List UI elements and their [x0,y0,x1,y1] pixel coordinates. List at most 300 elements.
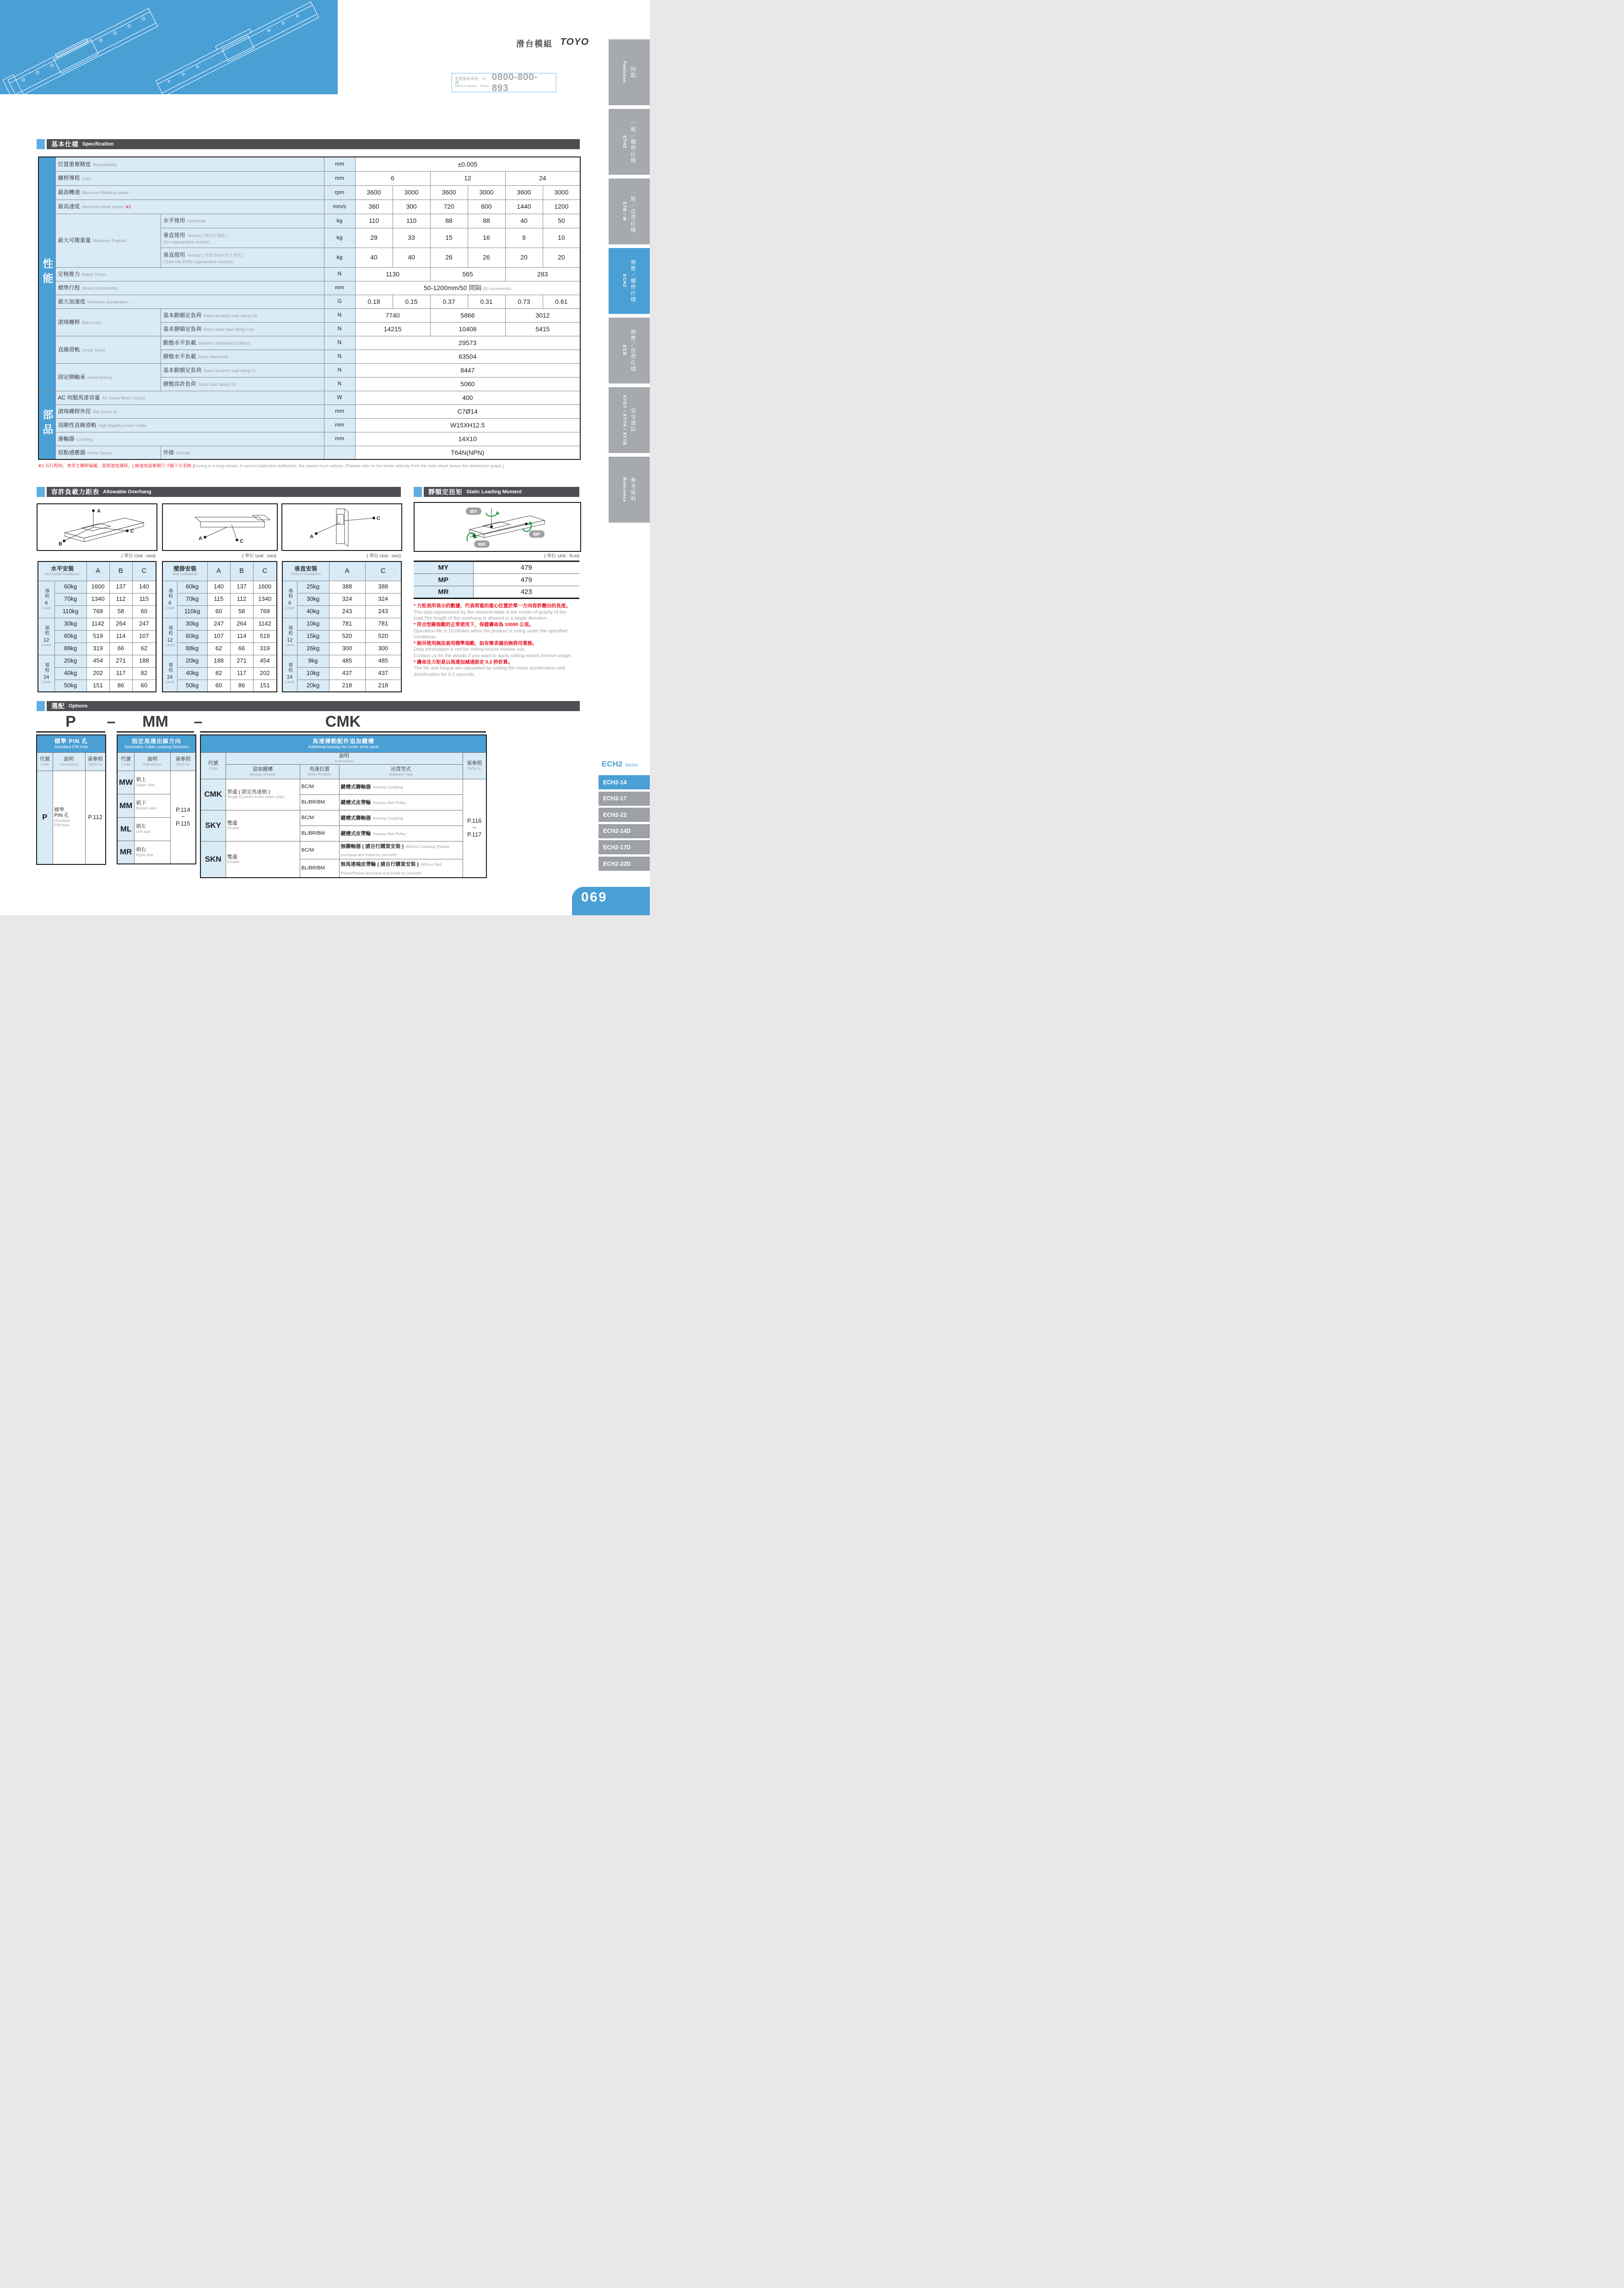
tab-label-en: ECB [622,345,627,356]
spec-unit: kg [324,228,355,248]
section-accent-square [414,487,422,497]
series-name: ECH2 [602,760,623,768]
moment-note: * 力矩表所表示的數據，代表荷重的重心位置於單一方向容許懸出的長度。 The data represented by the moment table is the center of gravity of the load.The length of the overhang is allowed in a single direction. [414,603,571,621]
overhang-value: 58 [109,605,132,618]
column-header: 需參照 Refer to [171,752,196,771]
overhang-title-zh: 容許負載力距表 [51,488,99,496]
point-label-a: A [97,508,101,514]
spec-value: W15XH12.5 [355,418,580,432]
sidebar-tab-etb-m [609,178,650,244]
spec-value: 3000 [468,185,505,200]
option-table-title: 指定馬達出線方向 Selectable Cable Leading Direction [117,735,196,752]
sample-code-dash: – [194,713,203,730]
spec-row-label: 最大可搬重量 Maximum Payload [55,214,161,267]
catalog-page [0,0,650,915]
payload-cell: 70kg [54,593,86,605]
spec-unit: mm [324,281,355,295]
shipment-type: 無馬達端皮帶輪 ( 請自行購買安裝 ) Without Belt Pulley(Please purchase and install by yourself) [339,859,463,878]
spec-value: 50 [543,214,580,228]
tab-label-en: ETB / M [622,202,627,221]
spec-title-en: Specification [82,141,114,147]
shipment-type: 鍵槽式皮帶輪 Keyway Belt Pulley [339,794,463,810]
tab-label-zh: 一般／螺桿仕樣 [630,120,636,164]
keyway-groove: 單邊 ( 限定馬達側 ) Single (Limited to the motor side) [226,779,300,810]
overhang-value: 519 [86,630,109,642]
payload-cell: 20kg [297,680,329,692]
series-item-ech2-14d: ECH2-14D [599,824,650,838]
spec-row-label: 固定側軸承 Fixed bearing [55,363,161,391]
overhang-value: 1142 [253,618,277,630]
overhang-table-title: 水平安裝 Horizontal Installation [38,561,86,581]
brand-logo: TOYO [560,37,589,47]
spec-value: 63504 [355,350,580,363]
overhang-value: 1340 [253,593,277,605]
section-bar-specification [37,139,580,149]
spec-value: 110 [393,214,430,228]
spec-value: 88 [468,214,505,228]
linear-actuator-line-art [0,0,338,94]
overhang-value: 485 [329,655,365,667]
spec-value: 10408 [430,322,505,336]
sidebar-tab-features [609,39,650,105]
section-accent-square [37,701,45,711]
overhang-value: 1142 [86,618,109,630]
option-code: MM [117,794,135,817]
overhang-value: 58 [230,605,253,618]
spec-value: 33 [393,228,430,248]
spec-unit: mm [324,418,355,432]
overhang-value: 264 [109,618,132,630]
motor-position: BC/M [300,779,339,794]
spec-value: 3000 [543,185,580,200]
spec-row-label: AC 伺服馬達容量 AC Servo Motor Output [55,391,324,405]
payload-cell: 25kg [297,581,329,593]
spec-value: 88 [430,214,468,228]
overhang-value: 300 [365,642,401,655]
overhang-value: 218 [329,680,365,692]
moment-note: * 倒吊使用無法套用標準規範，如有需求請洽詢我司業務。 Data information is not for ceiling-mount inverse use. Contact us for the details if you want to apply ceiling-mount inverse usage. [414,640,572,659]
static-moment-notes [414,603,579,678]
overhang-diagram-wall [162,503,278,551]
section-bar-overhang [37,487,401,497]
payload-cell: 20kg [54,655,86,667]
overhang-value: 247 [132,618,156,630]
overhang-value: 62 [132,642,156,655]
col-header-A: A [207,561,230,581]
overhang-value: 202 [253,667,277,680]
options-title-en: Options [69,703,88,709]
overhang-value: 271 [109,655,132,667]
overhang-value: 66 [109,642,132,655]
spec-row-label: 滾珠螺桿外徑 Ball Screw Ø [55,405,324,418]
overhang-value: 520 [329,630,365,642]
spec-value: 24 [505,171,580,185]
spec-value: 40 [505,214,543,228]
spec-value: 5415 [505,322,580,336]
tab-label-zh: 一般／皮帶仕樣 [630,189,636,233]
col-header-C: C [132,561,156,581]
col-header-C: C [253,561,277,581]
point-label-c: C [240,539,243,544]
overhang-value: 388 [329,581,365,593]
column-header: 需參照 Refer to [85,752,106,771]
spec-value: 360 [355,200,393,214]
spec-value: 5866 [430,308,505,322]
payload-cell: 40kg [177,667,207,680]
spec-row-label: 高剛性直線滑軌 High Rigidity Linear Guide [55,418,324,432]
overhang-value: 769 [253,605,277,618]
spec-value: 1200 [543,200,580,214]
overhang-value: 781 [365,618,401,630]
sidebar-tab-ech2 [609,248,650,314]
payload-cell: 60kg [54,630,86,642]
payload-cell: 60kg [177,581,207,593]
spec-value: 0.18 [355,295,393,308]
overhang-value: 454 [86,655,109,667]
point-label-a: A [310,534,313,540]
tab-label-zh: 無塵／螺桿仕樣 [630,259,636,303]
spec-value: T64N(NPN) [355,446,580,459]
overhang-value: 300 [329,642,365,655]
motor-position: BL/BR/BM [300,859,339,878]
unit-note-mm: ( 單位 Unit : mm) [367,554,401,559]
badge-mr: MR [478,542,486,547]
spec-title-zh: 基本仕樣 [51,140,79,148]
spec-unit: mm [324,171,355,185]
static-moment-table [414,561,579,599]
overhang-value: 107 [132,630,156,642]
overhang-value: 264 [230,618,253,630]
spec-value: 20 [543,248,580,267]
spec-value: 3000 [393,185,430,200]
section-accent-square [37,487,45,497]
payload-cell: 9kg [297,655,329,667]
spec-value: 5060 [355,377,580,391]
series-title [602,760,638,769]
option-code: MW [117,771,135,794]
motor-position: BC/M [300,810,339,826]
overhang-value: 82 [207,667,230,680]
spec-value: ±0.005 [355,157,580,171]
payload-cell: 30kg [297,593,329,605]
product-hero-image [0,0,338,94]
shipment-type: 無聯軸器 ( 請自行購買安裝 ) Without Coupling (Please purchase and install by yourself) [339,841,463,859]
lead-group-label: 導程 12 Lead [162,618,177,655]
spec-unit: mm [324,405,355,418]
payload-cell: 60kg [54,581,86,593]
series-item-ech2-17d: ECH2-17D [599,840,650,854]
column-header: 馬達位置 Motor Position [300,764,339,779]
sample-underline [36,731,105,733]
spec-unit: G [324,295,355,308]
badge-mp: MP [533,532,540,537]
overhang-value: 1600 [86,581,109,593]
moment-label: MY [414,561,473,574]
spec-value: 3600 [355,185,393,200]
spec-row-label: 螺桿導程 Lead [55,171,324,185]
spec-unit: kg [324,248,355,267]
spec-value: 1440 [505,200,543,214]
point-label-a: A [199,536,202,541]
overhang-diagram-horizontal [37,503,157,551]
column-header: 說明 Instructions [135,752,171,771]
overhang-value: 114 [109,630,132,642]
spec-unit: N [324,336,355,350]
overhang-value: 271 [230,655,253,667]
overhang-value: 86 [109,680,132,692]
overhang-value: 243 [329,605,365,618]
tab-label-en: Reference [622,477,627,502]
option-code: SKY [200,810,226,841]
spec-row-label: 靜態水平負載 Static Horizontal [161,350,324,363]
payload-cell: 110kg [177,605,207,618]
spec-row-label: 靜態容許負荷 Static load rating Cor [161,377,324,391]
overhang-value: 188 [207,655,230,667]
column-header: 代號 Code [37,752,53,771]
overhang-title-en: Allowable Overhang [103,489,151,495]
spec-row-label: 基本動額定負荷 Basic dynamic load rating Ca [161,308,324,322]
spec-value: 9 [505,228,543,248]
refer-to-page: P.116 ~ P.117 [463,779,486,878]
unit-note-mm: ( 單位 Unit : mm) [121,554,156,559]
spec-row-label: 定格推力 Rated Thrust [55,267,324,281]
lead-group-label: 導程 12 Lead [282,618,297,655]
spec-unit: mm [324,157,355,171]
spec-row-label: 標準行程 Stroke (increments) [55,281,324,295]
overhang-value: 243 [365,605,401,618]
payload-cell: 88kg [54,642,86,655]
lead-group-label: 導程 12 Lead [38,618,54,655]
moment-label: MR [414,586,473,599]
moment-value: 423 [473,586,579,599]
spec-value: 283 [505,267,580,281]
payload-cell: 30kg [177,618,207,630]
overhang-value: 1600 [253,581,277,593]
band-parts: 部品 [38,391,55,459]
column-header: 追加鍵槽 Keyway Groove [226,764,300,779]
option-table-title: 馬達傳動配件追加鍵槽 Additional keyway for motor drive parts [200,735,486,752]
overhang-value: 151 [86,680,109,692]
badge-my: MY [470,509,477,514]
overhang-value: 114 [230,630,253,642]
payload-cell: 50kg [54,680,86,692]
overhang-value: 60 [132,605,156,618]
keyway-groove: 雙邊 Double [226,810,300,841]
moment-value: 479 [473,574,579,586]
payload-cell: 60kg [177,630,207,642]
overhang-value: 62 [207,642,230,655]
option-instruction: 朝右 Right side [135,841,171,864]
overhang-value: 247 [207,618,230,630]
motor-position: BL/BR/BM [300,826,339,841]
spec-value: 400 [355,391,580,405]
spec-value: 14215 [355,322,430,336]
spec-value: 10 [543,228,580,248]
lead-group-label: 導程 24 Lead [162,655,177,692]
series-item-ech2-14: ECH2-14 [599,775,650,789]
point-label-c: C [130,529,134,534]
moment-note: * 壽命及力矩是以馬達加減速設定 0.2 秒計算。 The life and torque are calculated by setting the motor acceleration and deceleration for 0.2 seconds. [414,659,565,678]
section-bar-options [37,701,580,711]
spec-value: 565 [430,267,505,281]
option-table-title: 標準 PIN 孔 Standard PIN hole [37,735,106,752]
column-header: 出貨型式 Shipment Type [339,764,463,779]
overhang-value: 137 [230,581,253,593]
spec-value: 7740 [355,308,430,322]
spec-value: 600 [468,200,505,214]
spec-value: 8447 [355,363,580,377]
product-type-label: 滑台模組 [516,39,553,49]
shipment-type: 鍵槽式聯軸器 Keyway Coupling [339,810,463,826]
spec-footnote [38,464,580,469]
spec-row-label: 連軸器 Coupling [55,432,324,446]
col-header-A: A [329,561,365,581]
spec-value: 0.31 [468,295,505,308]
overhang-value: 117 [230,667,253,680]
spec-value: 1130 [355,267,430,281]
spec-value: 0.37 [430,295,468,308]
toll-free-number: 0800-800-893 [491,71,538,93]
overhang-value: 137 [109,581,132,593]
cable-direction-table [117,734,196,864]
overhang-value: 319 [86,642,109,655]
spec-unit: W [324,391,355,405]
payload-cell: 110kg [54,605,86,618]
overhang-value: 437 [365,667,401,680]
payload-cell: 30kg [54,618,86,630]
section-bar-static-moment [414,487,579,497]
spec-row-label: 滾珠螺桿 Ball screw [55,308,161,336]
column-header: 代號 Code [200,752,226,779]
spec-unit: N [324,377,355,391]
overhang-value: 107 [207,630,230,642]
column-header: 說明 Instructions [226,752,463,764]
refer-to-page: P.112 [85,771,106,864]
overhang-value: 66 [230,642,253,655]
spec-value: C7Ø14 [355,405,580,418]
spec-unit: kg [324,214,355,228]
pin-hole-table [36,734,106,865]
overhang-value: 202 [86,667,109,680]
overhang-value: 388 [365,581,401,593]
spec-value: 40 [393,248,430,267]
spec-value: 0.73 [505,295,543,308]
overhang-value: 218 [365,680,401,692]
keyway-table [200,734,487,878]
series-item-ech2-22d: ECH2-22D [599,857,650,871]
overhang-table-title: 垂直安裝 Vertical Installation [282,561,329,581]
spec-value: 110 [355,214,393,228]
overhang-value: 769 [86,605,109,618]
overhang-table-2 [282,561,402,692]
lead-group-label: 導程 24 Lead [282,655,297,692]
option-instruction: 標準 PIN 孔 Standard PIN hole [53,771,85,864]
sidebar-tab-ecb [609,318,650,383]
payload-cell: 70kg [177,593,207,605]
tab-label-en: Features [622,61,627,83]
point-label-c: C [377,516,380,521]
payload-cell: 40kg [54,667,86,680]
spec-unit [324,446,355,459]
unit-note-nm: ( 單位 Unit : N.m) [544,554,579,559]
spec-row-label: 原點感應器 Home Sensor [55,446,161,459]
overhang-value: 112 [109,593,132,605]
spec-value: 0.61 [543,295,580,308]
sample-underline [200,731,486,733]
option-code: CMK [200,779,226,810]
option-instruction: 朝上 Upper side [135,771,171,794]
tab-label-en: ETH2 [622,135,627,149]
spec-value: 300 [393,200,430,214]
static-moment-diagram [414,502,581,552]
refer-to-page: P.114 ~ P.115 [171,771,196,864]
col-header-B: B [230,561,253,581]
spec-row-label: 最大加速度 Maximum acceleration [55,295,324,308]
sample-underline [117,731,194,733]
column-header: 代號 Code [117,752,135,771]
spec-unit: N [324,350,355,363]
sample-code-dash: – [107,713,116,730]
spec-value: 3012 [505,308,580,322]
sidebar-tab-xygt-xyth-xytb [609,387,650,453]
col-header-A: A [86,561,109,581]
spec-unit: N [324,308,355,322]
overhang-table-title: 壁掛安裝 Wall Installation [162,561,207,581]
overhang-value: 86 [230,680,253,692]
spec-table [38,156,581,460]
spec-row-label: 直線滑軌 Linear Guide [55,336,161,363]
motor-position: BL/BR/BM [300,794,339,810]
overhang-value: 324 [329,593,365,605]
spec-row-label: 位置重複精度 Repeatability [55,157,324,171]
spec-value: 0.15 [393,295,430,308]
spec-value: 16 [468,228,505,248]
overhang-diagram-vertical [281,503,402,551]
payload-cell: 15kg [297,630,329,642]
overhang-value: 485 [365,655,401,667]
tab-label-en: ECH2 [622,274,627,288]
payload-cell: 10kg [297,667,329,680]
overhang-value: 520 [365,630,401,642]
overhang-value: 82 [132,667,156,680]
static-title-zh: 靜額定扭矩 [428,488,463,496]
series-suffix: Series [625,763,638,768]
spec-unit: mm/s [324,200,355,214]
lead-group-label: 導程 6 Lead [38,581,54,618]
overhang-value: 1340 [86,593,109,605]
toll-free-box [451,73,556,92]
band-performance: 性能 [38,157,55,391]
overhang-value: 781 [329,618,365,630]
option-instruction: 朝左 Left side [135,817,171,841]
tab-label-zh: 無塵／皮帶仕樣 [630,329,636,372]
tab-label-zh: 直交連結 [630,408,636,432]
section-accent-square [37,139,45,149]
spec-value: 26 [430,248,468,267]
payload-cell: 10kg [297,618,329,630]
sample-code-pin: P [65,713,76,730]
overhang-table-0 [38,561,156,692]
page-number: 069 [581,890,608,905]
overhang-value: 140 [132,581,156,593]
spec-value: 29573 [355,336,580,350]
lead-group-label: 導程 6 Lead [162,581,177,618]
spec-row-label: 最高速度 Maximum linear speed ※1 [55,200,324,214]
moment-label: MP [414,574,473,586]
option-code: SKN [200,841,226,878]
col-header-C: C [365,561,401,581]
overhang-value: 115 [132,593,156,605]
